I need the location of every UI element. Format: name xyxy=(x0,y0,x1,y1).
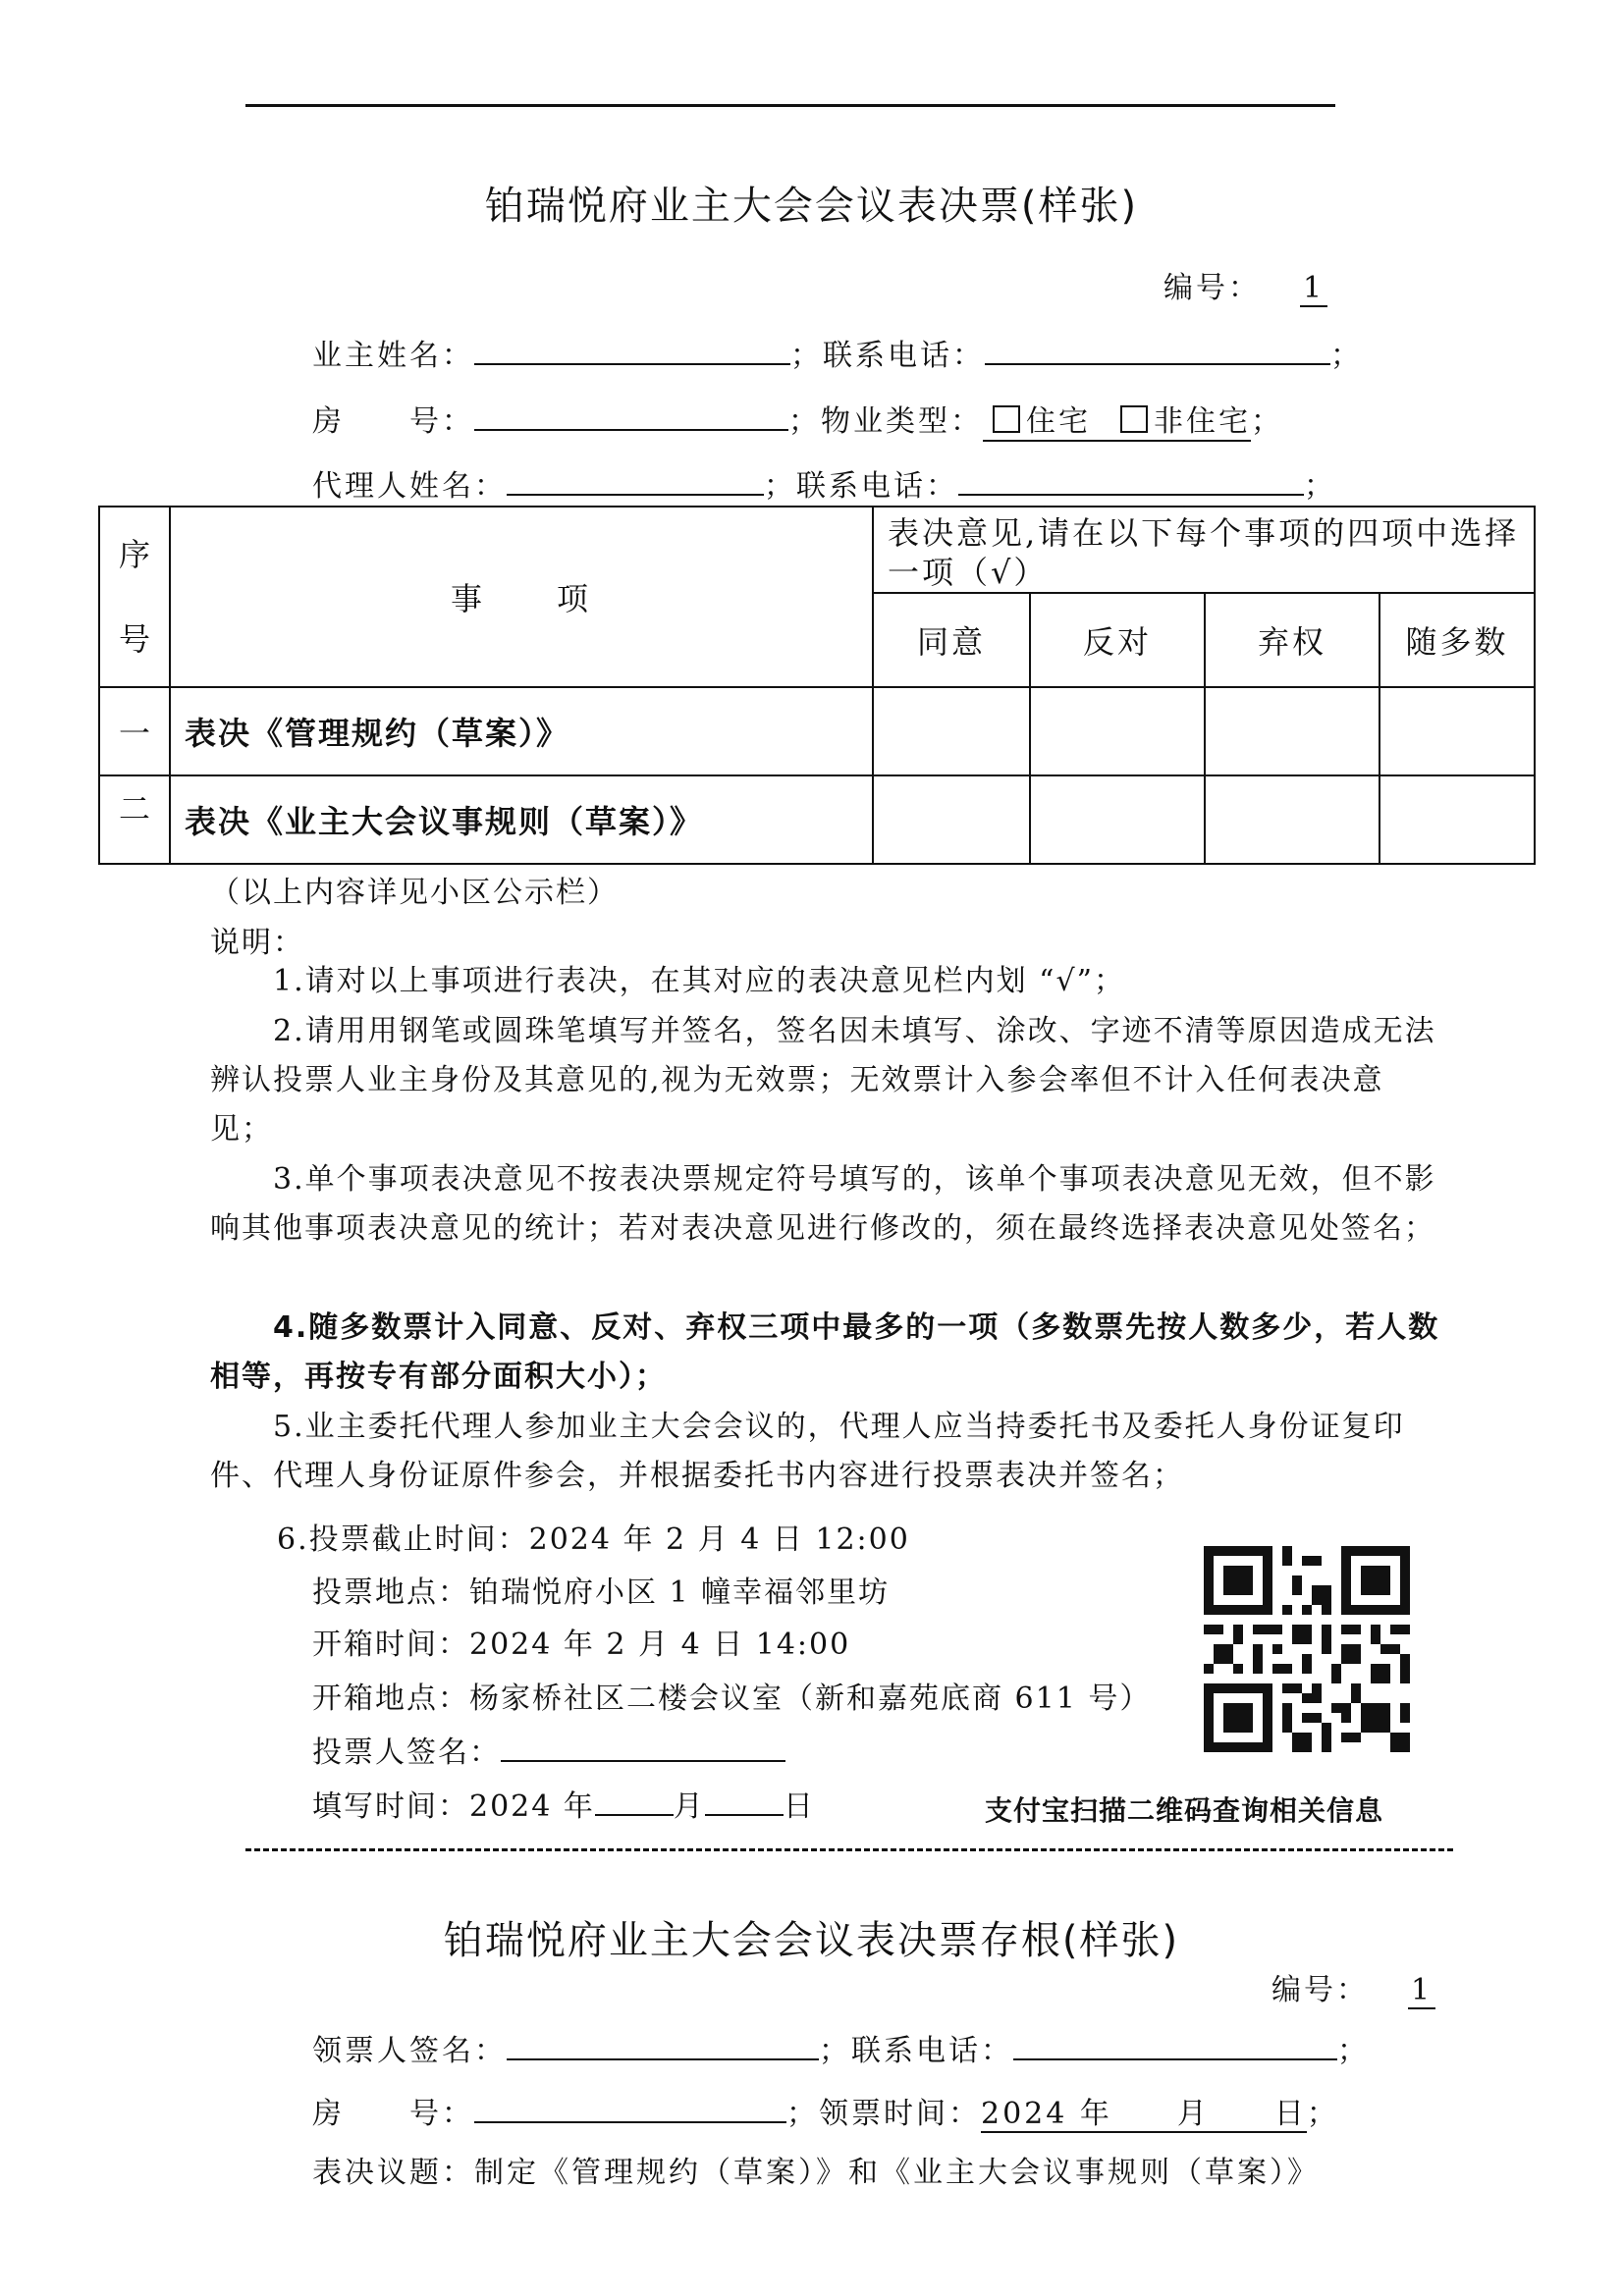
owner-name-label: 业主姓名： xyxy=(312,339,474,373)
top-rule xyxy=(245,104,1335,107)
note-2: 2.请用用钢笔或圆珠笔填写并签名，签名因未填写、涂改、字迹不清等原因造成无法辨认投票人业主身份及其意见的,视为无效票；无效票计入参会率但不计入任何表决意见； xyxy=(210,1014,1436,1147)
vote-cell-abstain[interactable] xyxy=(1205,775,1380,864)
owner-phone-label: 联系电话： xyxy=(823,339,985,373)
signer-row xyxy=(312,1728,785,1771)
deadline: 6.投票截止时间：2024 年 2 月 4 日 12:00 xyxy=(277,1522,910,1557)
stub-room-row: 房 号： ；领票时间：2024 年 月 日； xyxy=(312,2089,1339,2132)
stub-title: 铂瑞悦府业主大会会议表决票存根(样张) xyxy=(443,1918,1180,1963)
owner-name-field[interactable] xyxy=(474,334,790,365)
note-1: 1.请对以上事项进行表决，在其对应的表决意见栏内划 “√”； xyxy=(273,964,1125,998)
vote-cell-oppose[interactable] xyxy=(1030,687,1205,775)
serial-value: 1 xyxy=(1300,271,1327,307)
qr-code-icon xyxy=(1204,1546,1410,1752)
vote-location: 投票地点：铂瑞悦府小区 1 幢幸福邻里坊 xyxy=(312,1575,891,1610)
stub-receiver-label: 领票人签名： xyxy=(312,2034,507,2068)
option-follow-majority: 随多数 xyxy=(1380,593,1535,687)
room-row: 房 号： ；物业类型： 住宅 非住宅； xyxy=(312,397,1283,442)
qr-caption: 支付宝扫描二维码查询相关信息 xyxy=(985,1794,1384,1827)
opinion-header: 表决意见,请在以下每个事项的四项中选择一项（√） xyxy=(873,507,1535,593)
owner-row: 业主姓名： ；联系电话： ； xyxy=(312,331,1363,374)
stub-topic: 表决议题：制定《管理规约（草案）》和《业主大会议事规则（草案）》 xyxy=(312,2156,1320,2190)
checkbox-residential[interactable] xyxy=(993,405,1020,433)
signer-field[interactable] xyxy=(501,1731,785,1762)
signer-label: 投票人签名： xyxy=(312,1735,501,1770)
serial-number xyxy=(1163,263,1327,307)
stub-serial-number xyxy=(1271,1965,1435,2009)
fill-time-prefix: 填写时间：2024 年 xyxy=(312,1789,595,1824)
open-location: 开箱地点：杨家桥社区二楼会议室（新和嘉苑底商 611 号） xyxy=(312,1682,1152,1716)
notes-heading: 说明： xyxy=(210,926,304,960)
stub-receiver-field[interactable] xyxy=(507,2029,819,2060)
option-residential: 住宅 xyxy=(1026,404,1091,439)
note-3: 3.单个事项表决意见不按表决票规定符号填写的，该单个事项表决意见无效，但不影响其他事项表决意见的统计；若对表决意见进行修改的，须在最终选择表决意见处签名； xyxy=(210,1162,1436,1246)
open-time: 开箱时间：2024 年 2 月 4 日 14:00 xyxy=(312,1628,851,1662)
stub-receiver-row: 领票人签名： ；联系电话： ； xyxy=(312,2026,1370,2069)
vote-cell-majority[interactable] xyxy=(1380,687,1535,775)
note-5: 5.业主委托代理人参加业主大会会议的，代理人应当持委托书及委托人身份证复印件、代理人身份证原件参会，并根据委托书内容进行投票表决并签名； xyxy=(210,1410,1405,1493)
vote-cell-abstain[interactable] xyxy=(1205,687,1380,775)
stub-phone-label: 联系电话： xyxy=(851,2034,1013,2068)
stub-room-field[interactable] xyxy=(474,2092,786,2123)
agent-name-label: 代理人姓名： xyxy=(312,469,507,504)
agent-phone-label: 联系电话： xyxy=(796,469,958,504)
option-agree: 同意 xyxy=(873,593,1030,687)
stub-room-label: 房 号： xyxy=(312,2097,474,2131)
day-label: 日 xyxy=(783,1789,815,1824)
vote-table xyxy=(98,506,1536,865)
month-label: 月 xyxy=(673,1789,705,1824)
ballot-title: 铂瑞悦府业主大会会议表决票(样张) xyxy=(484,184,1139,229)
option-oppose: 反对 xyxy=(1030,593,1205,687)
vote-cell-majority[interactable] xyxy=(1380,775,1535,864)
seq-header xyxy=(99,507,170,687)
room-field[interactable] xyxy=(474,400,788,431)
property-type-label: 物业类型： xyxy=(821,404,983,439)
item-header: 事 项 xyxy=(170,507,873,687)
row-item: 表决《业主大会议事规则（草案）》 xyxy=(170,775,873,864)
vote-cell-oppose[interactable] xyxy=(1030,775,1205,864)
row-seq: 二 xyxy=(99,775,170,864)
agent-row: 代理人姓名： ；联系电话： ； xyxy=(312,461,1336,505)
month-field[interactable] xyxy=(595,1785,674,1816)
room-label: 房 号： xyxy=(312,404,474,439)
checkbox-non-residential[interactable] xyxy=(1120,405,1148,433)
vote-cell-agree[interactable] xyxy=(873,687,1030,775)
owner-phone-field[interactable] xyxy=(985,334,1330,365)
vote-cell-agree[interactable] xyxy=(873,775,1030,864)
stub-serial-value: 1 xyxy=(1408,1973,1435,2009)
note-4: 4.随多数票计入同意、反对、弃权三项中最多的一项（多数票先按人数多少，若人数相等，再按专有部分面积大小）； xyxy=(210,1310,1440,1394)
row-seq: 一 xyxy=(99,687,170,775)
agent-phone-field[interactable] xyxy=(958,464,1304,496)
see-notice: （以上内容详见小区公示栏） xyxy=(210,876,619,910)
fill-time-row xyxy=(312,1782,815,1825)
stub-serial-label: 编号： xyxy=(1271,1973,1369,2007)
agent-name-field[interactable] xyxy=(507,464,764,496)
table-row xyxy=(99,687,1535,775)
row-item: 表决《管理规约（草案）》 xyxy=(170,687,873,775)
serial-label: 编号： xyxy=(1163,271,1261,305)
option-non-residential: 非住宅 xyxy=(1154,404,1251,439)
stub-phone-field[interactable] xyxy=(1013,2029,1337,2060)
stub-receive-time-label: 领票时间： xyxy=(819,2097,981,2131)
day-field[interactable] xyxy=(705,1785,784,1816)
cut-line xyxy=(245,1848,1453,1851)
option-abstain: 弃权 xyxy=(1205,593,1380,687)
stub-receive-time-value[interactable]: 2024 年 月 日 xyxy=(981,2097,1307,2131)
seq-header-text: 序号 xyxy=(118,536,150,658)
table-row xyxy=(99,775,1535,864)
